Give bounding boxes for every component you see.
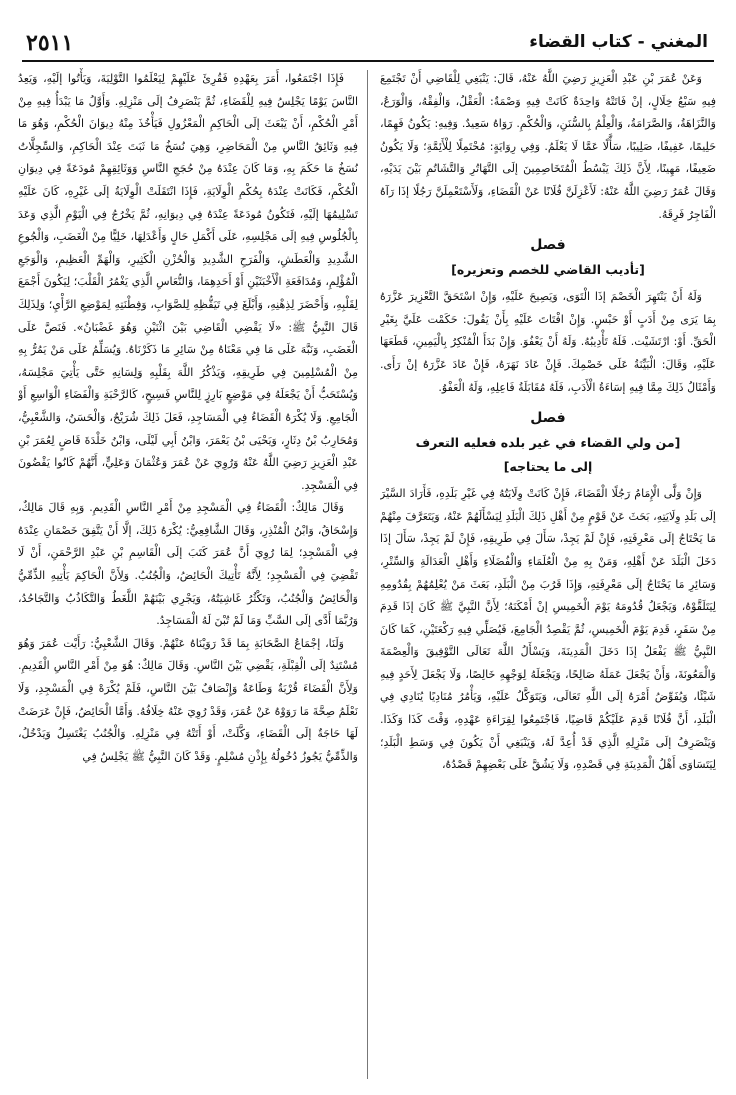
paragraph: وَلَهُ أَنْ يَنْتَهِرَ الْخَصْمَ إذَا الْتَوَى، وَيَصِيحَ عَلَيْهِ، وَإِنْ اسْتَحَقَّ التَّعْزِيرَ عَزَّرَهُ بِمَا يَرَى مِنْ أَدَبٍ أَوْ حَبْسٍ. وَإِنْ افْتَاتَ عَلَيْهِ بِأَنْ يَقُولَ: حَكَمْت عَلَيَّ بِغَيْرِ الْحَقِّ. أَوْ: ارْتَشَيْت. فَلَهُ تَأْدِيبُهُ. وَلَهُ أَنْ يَعْفُوَ. وَإِنْ بَدَأَ الْمُنْكِرُ بِالْيَمِينِ، قَطَعَهَا عَلَيْهِ، وَقَالَ: الْبَيِّنَةُ عَلَى خَصْمِكَ. فَإِنْ عَادَ نَهَرَهُ، فَإِنْ عَادَ عَزَّرَهُ إنْ رَأَى. وَأَمْثَالُ ذَلِكَ مِمَّا فِيهِ إسَاءَةُ الْأَدَبِ، فَلَهُ مُقَابَلَةُ فَاعِلِهِ، وَلَهُ الْعَفْوُ. xyxy=(380,290,716,394)
paragraph: وَلَنَا، إجْمَاعُ الصَّحَابَةِ بِمَا قَدْ رَوَيْنَاهُ عَنْهُمْ. وَقَالَ الشَّعْبِيُّ: رَأَيْت عُمَرَ وَهُوَ مُسْتَنِدٌ إلَى الْقِبْلَةِ، يَقْضِي بَيْنَ النَّاسِ. وَقَالَ مَالِكٌ: هُوَ مِنْ أَمْرِ النَّاسِ الْقَدِيمِ. وَلِأَنَّ الْقَضَاءَ قُرْبَةٌ وَطَاعَةٌ وَإِنْصَافٌ بَيْنَ النَّاسِ، فَلَمْ يُكْرَهْ فِي الْمَسْجِدِ، وَلَا نَعْلَمُ صِحَّةَ مَا رَوَوْهُ عَنْ عُمَرَ، وَقَدْ رُوِيَ عَنْهُ خِلَافُهُ. وَأَمَّا الْحَائِضُ، فَإِنْ عَرَضَتْ لَهَا حَاجَةٌ إلَى الْقَضَاءِ، وَكَّلَتْ، أَوْ أَتَتْهُ فِي مَنْزِلِهِ. وَالْجُنُبُ يَغْتَسِلُ وَيَدْخُلُ، وَالذِّمِّيُّ يَجُوزُ دُخُولُهُ بِإِذْنِ مُسْلِمٍ. وَقَدْ كَانَ النَّبِيُّ ﷺ يَجْلِسُ فِي xyxy=(18,636,358,763)
right-column xyxy=(380,68,716,1081)
paragraph: وَعَنْ عُمَرَ بْنِ عَبْدِ الْعَزِيزِ رَضِيَ اللَّهُ عَنْهُ، قَالَ: يَنْبَغِي لِلْقَاضِي أَنْ تَجْتَمِعَ فِيهِ سَبْعُ خِلَالٍ، إنْ فَاتَتْهُ وَاحِدَةٌ كَانَتْ فِيهِ وَصْمَةٌ: الْعَقْلُ، وَالْفِقْهُ، وَالْوَرَعُ، وَالنَّزَاهَةُ، وَالصَّرَامَةُ، وَالْعِلْمُ بِالسُّنَنِ، وَالْحُكْمِ. رَوَاهُ سَعِيدٌ. وَفِيهِ: يَكُونُ فَهِمًا، حَلِيمًا، عَفِيفًا، صَلِيبًا، سَأَّلًا عَمَّا لَا يَعْلَمُ. وَفِي رِوَايَةٍ: مُحْتَمِلًا لِلْأَئِمَّةِ؛ وَلَا يَكُونُ ضَعِيفًا، مَهِينًا، لِأَنَّ ذَلِكَ يَبْسُطُ الْمُتَخَاصِمِينَ إلَى التَّهَاتُرِ وَالتَّشَاتُمِ بَيْنَ يَدَيْهِ، وَقَالَ عُمَرُ رَضِيَ اللَّهُ عَنْهُ: لَأَعْزِلَنَّ فُلَانًا عَنْ الْقَضَاءِ، وَلَأَسْتَعْمِلَنَّ رَجُلًا إذَا رَآهُ الْفَاجِرُ فَرِقَهُ. xyxy=(380,72,716,221)
section-subtitle: إلى ما يحتاجه] xyxy=(503,459,593,475)
paragraph: وَقَالَ مَالِكٌ: الْقَضَاءُ فِي الْمَسْجِدِ مِنْ أَمْرِ النَّاسِ الْقَدِيمِ. وَبِهِ قَالَ مَالِكٌ، وَإِسْحَاقُ، وَابْنُ الْمُنْذِرِ، وَقَالَ الشَّافِعِيُّ: يُكْرَهُ ذَلِكَ، إلَّا أَنْ يَتَّفِقَ خَصْمَانِ عِنْدَهُ فِي الْمَسْجِدِ؛ لِمَا رُوِيَ أَنَّ عُمَرَ كَتَبَ إلَى الْقَاسِمِ بْنِ عَبْدِ الرَّحْمَنِ، أَنْ لَا تَقْضِيَ فِي الْمَسْجِدِ؛ لِأَنَّهُ تَأْتِيكَ الْحَائِضُ، وَالْجُنُبُ. وَلِأَنَّ الْحَاكِمَ يَأْتِيهِ الذِّمِّيُّ وَالْحَائِضُ وَالْجُنُبُ، وَتَكْثُرُ غَاشِيَتُهُ، وَيَجْرِي بَيْنَهُمْ اللَّغَطُ وَالتَّكَاذُبُ وَالتَّجَاحُدُ، وَرُبَّمَا أَدَّى إلَى السَّبِّ وَمَا لَمْ تُبْنَ لَهُ الْمَسَاجِدُ. xyxy=(18,501,358,628)
column-divider xyxy=(367,70,368,1079)
section-heading: فصل xyxy=(530,410,566,427)
running-head: المغني - كتاب القضاء xyxy=(529,32,708,52)
section-subtitle: [تأديب القاضي للخصم وتعزيره] xyxy=(451,262,645,278)
left-column xyxy=(18,68,358,1081)
paragraph: وَإِنْ وَلَّى الْإِمَامُ رَجُلًا الْقَضَاءَ، فَإِنْ كَانَتْ وِلَايَتُهُ فِي غَيْرِ بَلَدِهِ، فَأَرَادَ السَّيْرَ إلَى بَلَدِ وِلَايَتِهِ، بَحَثَ عَنْ قَوْمٍ مِنْ أَهْلِ ذَلِكَ الْبَلَدِ لِيَسْأَلَهُمْ عَنْهُ، وَيَتَعَرَّفَ مِنْهُمْ مَا يَحْتَاجُ إلَى مَعْرِفَتِهِ، فَإِنْ لَمْ يَجِدْ، سَأَلَ فِي طَرِيقِهِ، فَإِنْ لَمْ يَجِدْ، سَأَلَ إذَا دَخَلَ الْبَلَدَ عَنْ أَهْلِهِ، وَمَنْ بِهِ مِنْ الْعُلَمَاءِ وَالْفُضَلَاءِ وَأَهْلِ الْعَدَالَةِ وَالسِّتْرِ، وَسَائِرِ مَا يَحْتَاجُ إلَى مَعْرِفَتِهِ، وَإِذَا قَرُبَ مِنْ الْبَلَدِ، بَعَثَ مَنْ يُعْلِمُهُمْ بِقُدُومِهِ لِيَتَلَقَّوْهُ، وَيَجْعَلُ قُدُومَهُ يَوْمَ الْخَمِيسِ إنْ أَمْكَنَهُ؛ لِأَنَّ النَّبِيَّ ﷺ كَانَ إذَا قَدِمَ مِنْ سَفَرٍ، قَدِمَ يَوْمَ الْخَمِيسِ، ثُمَّ يَقْصِدُ الْجَامِعَ، فَيُصَلِّي فِيهِ رَكْعَتَيْنِ، كَمَا كَانَ النَّبِيُّ ﷺ يَفْعَلُ إذَا دَخَلَ الْمَدِينَةَ، وَيَسْأَلُ اللَّهَ تَعَالَى التَّوْفِيقَ وَالْعِصْمَةَ وَالْمَعُونَةَ، وَأَنْ يَجْعَلَ عَمَلَهُ صَالِحًا، وَيَجْعَلَهُ لِوَجْهِهِ خَالِصًا، وَلَا يَجْعَلَ لِأَحَدٍ فِيهِ شَيْئًا، وَيُفَوِّضُ أَمْرَهُ إلَى اللَّهِ تَعَالَى، وَيَتَوَكَّلُ عَلَيْهِ، وَيَأْمُرُ مُنَادِيًا يُنَادِي فِي الْبَلَدِ، أَنَّ فُلَانًا قَدِمَ عَلَيْكُمْ قَاضِيًا، فَاجْتَمِعُوا لِقِرَاءَةِ عَهْدِهِ، وَقْتَ كَذَا وَكَذَا. وَيَنْصَرِفُ إلَى مَنْزِلِهِ الَّذِي قَدْ أُعِدَّ لَهُ، وَيَنْبَغِي أَنْ يَكُونَ فِي وَسَطِ الْبَلَدِ؛ لِيَتَسَاوَى أَهْلُ الْمَدِينَةِ فِي قَصْدِهِ، وَلَا يَشُقَّ عَلَى بَعْضِهِمْ قَصْدُهُ، xyxy=(380,487,716,772)
section-heading: فصل xyxy=(530,237,566,254)
section-subtitle: [من ولي القضاء في غير بلده فعليه التعرف xyxy=(415,435,681,451)
paragraph: فَإِذَا اجْتَمَعُوا، أَمَرَ بِعَهْدِهِ فَقُرِئَ عَلَيْهِمْ لِيَعْلَمُوا التَّوْلِيَةَ، وَيَأْتُوا إلَيْهِ، وَيَعِدُ النَّاسَ يَوْمًا يَجْلِسُ فِيهِ لِلْقَضَاءِ، ثُمَّ يَنْصَرِفُ إلَى مَنْزِلِهِ. وَأَوَّلُ مَا يَبْدَأُ فِيهِ مِنْ أَمْرِ الْحُكْمِ، أَنْ يَبْعَثَ إلَى الْحَاكِمِ الْمَعْزُولِ فَيَأْخُذَ مِنْهُ دِيوَانَ الْحُكْمِ، وَهُوَ مَا فِيهِ وَثَائِقُ النَّاسِ مِنْ الْمَحَاضِرِ، وَهِيَ نُسَخُ مَا ثَبَتَ عِنْدَ الْحَاكِمِ، وَالسِّجِلَّاتُ نُسَخُ مَا حَكَمَ بِهِ، وَمَا كَانَ عِنْدَهُ مِنْ حُجَجِ النَّاسِ وَوَثَائِقِهِمْ مُودَعَةً فِي دِيوَانِ الْحُكْمِ، فَكَانَتْ عِنْدَهُ بِحُكْمِ الْوِلَايَةِ، فَإِذَا انْتَقَلَتْ الْوِلَايَةُ إلَى غَيْرِهِ، كَانَ عَلَيْهِ تَسْلِيمُهَا إلَيْهِ، فَتَكُونُ مُودَعَةً عِنْدَهُ فِي دِيوَانِهِ، ثُمَّ يَخْرُجُ فِي الْيَوْمِ الَّذِي وَعَدَ بِالْجُلُوسِ فِيهِ إلَى مَجْلِسِهِ، عَلَى أَكْمَلِ حَالٍ وَأَعْدَلِهَا، خَلِيًّا مِنْ الْغَضَبِ، وَالْجُوعِ الشَّدِيدِ وَالْعَطَشِ، وَالْفَرَحِ الشَّدِيدِ وَالْحُزْنِ الْكَثِيرِ، وَالْهَمِّ الْعَظِيمِ، وَالْوَجَعِ الْمُؤْلِمِ، وَمُدَافَعَةِ الْأَخْبَثَيْنِ أَوْ أَحَدِهِمَا، وَالنُّعَاسِ الَّذِي يَغْمُرُ الْقَلْبَ؛ لِيَكُونَ أَجْمَعَ لِقَلْبِهِ، وَأَحْضَرَ لِذِهْنِهِ، وَأَبْلَغَ فِي تَيَقُّظِهِ لِلصَّوَابِ، وَفِطْنَتِهِ لِمَوْضِعِ الرَّأْيِ؛ وَلِذَلِكَ قَالَ النَّبِيُّ ﷺ: «لَا يَقْضِي الْقَاضِي بَيْنَ اثْنَيْنِ وَهُوَ غَضْبَانُ». فَنَصَّ عَلَى الْغَضَبِ، وَنَبَّهَ عَلَى مَا فِي مَعْنَاهُ مِنْ سَائِرِ مَا ذَكَرْنَاهُ. وَيُسَلِّمُ عَلَى مَنْ يَمُرُّ بِهِ مِنْ الْمُسْلِمِينَ فِي طَرِيقِهِ، وَيَذْكُرُ اللَّهَ بِقَلْبِهِ وَلِسَانِهِ حَتَّى يَأْتِيَ مَجْلِسَهُ، وَيُسْتَحَبُّ أَنْ يَجْعَلَهُ فِي مَوْضِعٍ بَارِزٍ لِلنَّاسِ فَسِيحٍ، كَالرَّحْبَةِ وَالْفَضَاءِ الْوَاسِعِ أَوْ الْجَامِعِ. وَلَا يُكْرَهُ الْقَضَاءُ فِي الْمَسَاجِدِ، فَعَلَ ذَلِكَ شُرَيْحٌ، وَالْحَسَنُ، وَالشَّعْبِيُّ، وَمُحَارِبُ بْنُ دِثَارٍ، وَيَحْيَى بْنُ يَعْمَرَ، وَابْنُ أَبِي لَيْلَى، وَابْنُ خَلْدَةَ قَاضٍ لِعُمَرَ بْنِ عَبْدِ الْعَزِيزِ رَضِيَ اللَّهُ عَنْهُ وَرُوِيَ عَنْ عُمَرَ وَعُثْمَانَ وَعَلِيٍّ، أَنَّهُمْ كَانُوا يَقْضُونَ فِي الْمَسْجِدِ. xyxy=(18,72,358,492)
page-number: ٢٥١١ xyxy=(26,30,74,56)
page-header xyxy=(22,26,714,62)
